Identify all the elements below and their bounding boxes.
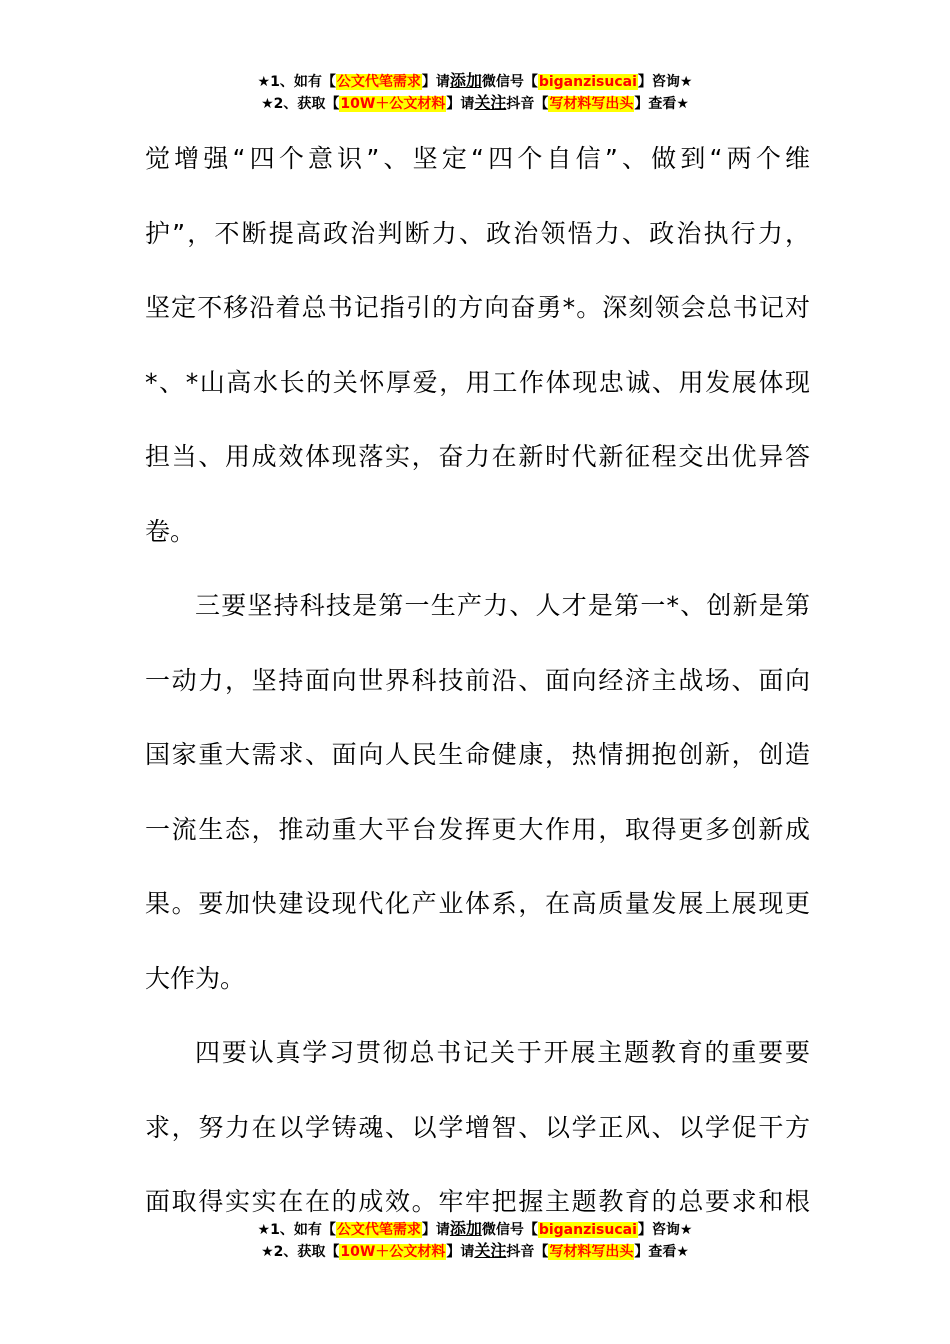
paragraph-start: 三要坚持科技是第一生产力、人才是第一*、创新是第 bbox=[195, 591, 810, 620]
banner-text: 抖音【 bbox=[506, 96, 549, 112]
underlined-text: 添加 bbox=[449, 71, 482, 90]
text-line: 觉增强“四个意识”、坚定“四个自信”、做到“两个维 bbox=[145, 144, 810, 173]
paragraph-start: 四要认真学习贯彻总书记关于开展主题教育的重要要 bbox=[195, 1038, 810, 1067]
highlight-douyin: 写材料写出头 bbox=[549, 1244, 634, 1260]
highlight-douyin: 写材料写出头 bbox=[549, 96, 634, 112]
text-line: *、*山高水长的关怀厚爱，用工作体现忠诚、用发展体现 bbox=[145, 367, 810, 397]
banner-text: ★2、获取【 bbox=[261, 96, 340, 112]
banner-line-1 bbox=[0, 1218, 950, 1240]
banner-text: 】请 bbox=[446, 96, 475, 112]
underlined-text: 关注 bbox=[474, 93, 507, 112]
text-line: 求，努力在以学铸魂、以学增智、以学正风、以学促干方 bbox=[145, 1112, 810, 1142]
banner-text: ★2、获取【 bbox=[261, 1244, 340, 1260]
text-line: 果。要加快建设现代化产业体系，在高质量发展上展现更 bbox=[145, 889, 810, 918]
banner-text: 】查看★ bbox=[634, 96, 689, 112]
text-line: 国家重大需求、面向人民生命健康，热情拥抱创新，创造 bbox=[145, 740, 810, 769]
header-banner bbox=[0, 70, 950, 114]
footer-banner bbox=[0, 1218, 950, 1262]
text-line: 面取得实实在在的成效。牢牢把握主题教育的总要求和根 bbox=[145, 1187, 810, 1216]
banner-text: 微信号【 bbox=[481, 1222, 538, 1238]
text-line: 担当、用成效体现落实，奋力在新时代新征程交出优异答 bbox=[145, 442, 810, 471]
text-line: 一流生态，推动重大平台发挥更大作用，取得更多创新成 bbox=[145, 814, 810, 844]
banner-text: 】请 bbox=[421, 74, 450, 90]
highlight-service: 公文代笔需求 bbox=[336, 1222, 421, 1238]
highlight-wechat-id: biganzisucai bbox=[538, 1222, 637, 1238]
document-body bbox=[145, 122, 810, 1240]
text-line: 一动力，坚持面向世界科技前沿、面向经济主战场、面向 bbox=[145, 665, 810, 695]
banner-line-2 bbox=[0, 1240, 950, 1262]
underlined-text: 关注 bbox=[474, 1241, 507, 1260]
banner-text: 】咨询★ bbox=[637, 1222, 693, 1238]
highlight-materials: 10W＋公文材料 bbox=[340, 96, 446, 112]
banner-text: 微信号【 bbox=[481, 74, 538, 90]
banner-text: ★1、如有【 bbox=[257, 74, 336, 90]
banner-line-2 bbox=[0, 92, 950, 114]
text-line: 坚定不移沿着总书记指引的方向奋勇*。深刻领会总书记对 bbox=[145, 293, 810, 322]
banner-text: 抖音【 bbox=[506, 1244, 549, 1260]
text-line: 大作为。 bbox=[145, 963, 246, 993]
banner-text: 】查看★ bbox=[634, 1244, 689, 1260]
underlined-text: 添加 bbox=[449, 1219, 482, 1238]
banner-text: 】请 bbox=[446, 1244, 475, 1260]
highlight-wechat-id: biganzisucai bbox=[538, 74, 637, 90]
banner-text: ★1、如有【 bbox=[257, 1222, 336, 1238]
banner-line-1 bbox=[0, 70, 950, 92]
text-line: 卷。 bbox=[145, 516, 196, 546]
highlight-service: 公文代笔需求 bbox=[336, 74, 421, 90]
banner-text: 】咨询★ bbox=[637, 74, 693, 90]
banner-text: 】请 bbox=[421, 1222, 450, 1238]
text-line: 护”，不断提高政治判断力、政治领悟力、政治执行力， bbox=[145, 218, 810, 248]
highlight-materials: 10W＋公文材料 bbox=[340, 1244, 446, 1260]
